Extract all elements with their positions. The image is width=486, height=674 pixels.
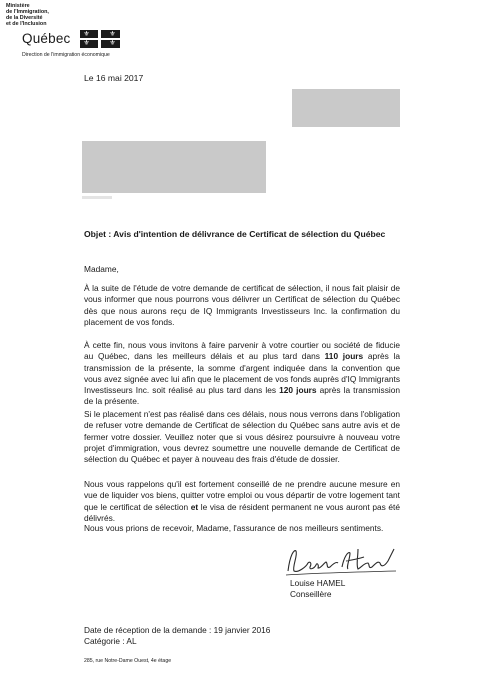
letter-date: Le 16 mai 2017 [84, 73, 144, 83]
fleur-de-lis-icon: ⚜ [109, 40, 116, 47]
reception-date: Date de réception de la demande : 19 janvier 2016 [84, 625, 271, 635]
paragraph-1: À la suite de l'étude de votre demande de certificat de sélection, il nous fait plaisir de vous informer que nous pourrons vous délivrer un Certificat de sélection du Québec dès que nous aurons reçu de IQ Immigrants Investisseurs Inc. la confirmation du placement de vos fonds. [84, 283, 400, 327]
paragraph-2-text: après la transmission de la présente, la somme d'argent indiquée dans la convention que vous avez signée avec lui afin que le placement de vos fonds auprès d'IQ Immigrants Investisseurs Inc. soit réalisé au plus tard dans les [84, 351, 400, 396]
emphasis-et: et [190, 501, 199, 512]
ministry-line: de l'Immigration, [6, 9, 49, 15]
ministry-line: Ministère [6, 3, 30, 9]
deadline-120-days: 120 jours [279, 385, 317, 396]
signer-name: Louise HAMEL [290, 578, 346, 588]
reception-info [84, 625, 270, 648]
closing-paragraph: Nous vous prions de recevoir, Madame, l'assurance de nos meilleurs sentiments. [84, 523, 384, 533]
paragraph-3: Si le placement n'est pas réalisé dans ces délais, nous nous verrons dans l'obligation de refuser votre demande de Certificat de sélection du Québec sans autre avis et de fermer votre dossier. Veuillez noter que si vous désirez poursuivre à nouveau votre projet d'immigration, vous devrez soumettre une nouvelle demande de Certificat de sélection du Québec et payer à nouveau des frais d'étude de dossier. [84, 409, 400, 465]
paragraph-4-text: le visa de résident permanent ne vous auront pas été délivrés. [84, 501, 400, 523]
redacted-remnant [82, 196, 112, 199]
paragraph-4 [84, 479, 400, 524]
ministry-name [6, 3, 66, 27]
fleur-de-lis-icon: ⚜ [83, 40, 90, 47]
redacted-block [292, 89, 400, 127]
redacted-address [82, 141, 266, 193]
paragraph-4-text: Nous vous rappelons qu'il est fortement conseillé de ne prendre aucune mesure en vue de liquider vos biens, quitter votre emploi ou vous départir de votre logement tant que le certificat de sélection [84, 479, 400, 512]
office-address: 285, rue Notre-Dame Ouest, 4e étage [84, 658, 172, 664]
paragraph-2-text: À cette fin, nous vous invitons à faire parvenir à votre courtier ou société de fiducie au Québec, dans les meilleurs délais et au plus tard dans [84, 340, 400, 362]
fleur-de-lis-icon: ⚜ [109, 31, 116, 38]
flag-cross-horizontal [80, 38, 120, 40]
salutation: Madame, [84, 264, 119, 274]
ministry-line: et de l'Inclusion [6, 21, 47, 27]
letter-subject: Objet : Avis d'intention de délivrance de Certificat de sélection du Québec [84, 229, 386, 239]
paragraph-2 [84, 340, 400, 408]
signer-block [290, 578, 345, 600]
category: Catégorie : AL [84, 636, 137, 647]
quebec-flag-logo [80, 30, 120, 48]
paragraph-2-text: après la transmission de la présente. [84, 385, 401, 407]
direction-name: Direction de l'immigration économique [22, 52, 110, 58]
handwritten-signature [284, 541, 404, 581]
signer-title: Conseillère [290, 589, 332, 599]
quebec-wordmark: Québec [22, 31, 71, 46]
deadline-110-days: 110 jours [324, 351, 364, 362]
ministry-line: de la Diversité [6, 15, 43, 21]
fleur-de-lis-icon: ⚜ [83, 31, 90, 38]
